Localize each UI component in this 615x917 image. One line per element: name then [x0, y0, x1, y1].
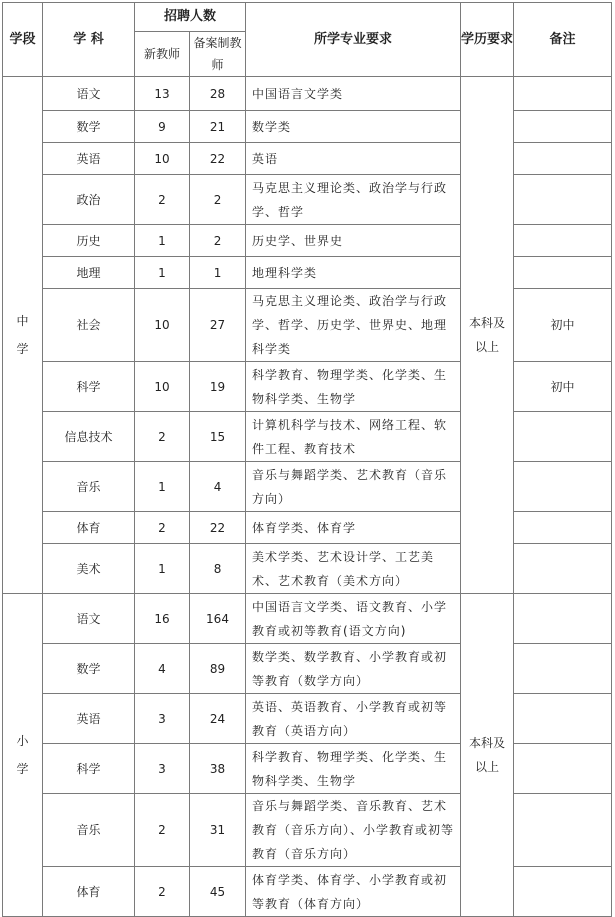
filed-teacher-count: 1 [190, 257, 246, 289]
subject-cell: 语文 [43, 594, 135, 644]
new-teacher-count: 2 [135, 867, 190, 917]
subject-cell: 音乐 [43, 794, 135, 867]
middle-row [3, 257, 612, 289]
subject-cell: 英语 [43, 694, 135, 744]
major-requirement: 美术学类、艺术设计学、工艺美术、艺术教育（美术方向） [246, 544, 461, 594]
subject-cell: 体育 [43, 867, 135, 917]
filed-teacher-count: 89 [190, 644, 246, 694]
filed-teacher-count: 45 [190, 867, 246, 917]
new-teacher-count: 10 [135, 362, 190, 412]
subject-cell: 历史 [43, 225, 135, 257]
header-education: 学历要求 [461, 3, 514, 77]
recruitment-table [2, 2, 612, 917]
filed-teacher-count: 15 [190, 412, 246, 462]
filed-teacher-count: 22 [190, 512, 246, 544]
major-requirement: 中国语言文学类、语文教育、小学教育或初等教育(语文方向) [246, 594, 461, 644]
new-teacher-count: 16 [135, 594, 190, 644]
new-teacher-count: 4 [135, 644, 190, 694]
new-teacher-count: 3 [135, 744, 190, 794]
subject-cell: 数学 [43, 111, 135, 143]
subject-cell: 地理 [43, 257, 135, 289]
middle-education-cell: 本科及 以上 [461, 77, 514, 594]
major-requirement: 音乐与舞蹈学类、艺术教育（音乐方向） [246, 462, 461, 512]
filed-teacher-count: 31 [190, 794, 246, 867]
middle-stage-cell: 中 学 [3, 77, 43, 594]
filed-teacher-count: 4 [190, 462, 246, 512]
header-recruit-count: 招聘人数 [135, 3, 246, 32]
note-cell [514, 462, 612, 512]
major-requirement: 数学类 [246, 111, 461, 143]
new-teacher-count: 13 [135, 77, 190, 111]
filed-teacher-count: 19 [190, 362, 246, 412]
note-cell [514, 867, 612, 917]
major-requirement: 中国语言文学类 [246, 77, 461, 111]
primary-row [3, 644, 612, 694]
major-requirement: 体育学类、体育学、小学教育或初等教育（体育方向） [246, 867, 461, 917]
primary-stage-cell: 小 学 [3, 594, 43, 917]
subject-cell: 政治 [43, 175, 135, 225]
subject-cell: 社会 [43, 289, 135, 362]
major-requirement: 马克思主义理论类、政治学与行政学、哲学 [246, 175, 461, 225]
subject-cell: 数学 [43, 644, 135, 694]
note-cell [514, 512, 612, 544]
middle-row [3, 111, 612, 143]
major-requirement: 科学教育、物理学类、化学类、生物科学类、生物学 [246, 362, 461, 412]
new-teacher-count: 1 [135, 462, 190, 512]
note-cell [514, 175, 612, 225]
major-requirement: 历史学、世界史 [246, 225, 461, 257]
middle-row [3, 512, 612, 544]
note-cell [514, 412, 612, 462]
header-new-teacher: 新教师 [135, 32, 190, 77]
primary-row [3, 867, 612, 917]
note-cell [514, 744, 612, 794]
new-teacher-count: 10 [135, 143, 190, 175]
middle-row [3, 289, 612, 362]
major-requirement: 音乐与舞蹈学类、音乐教育、艺术教育（音乐方向）、小学教育或初等教育（音乐方向） [246, 794, 461, 867]
major-requirement: 地理科学类 [246, 257, 461, 289]
note-cell [514, 644, 612, 694]
new-teacher-count: 10 [135, 289, 190, 362]
major-requirement: 科学教育、物理学类、化学类、生物科学类、生物学 [246, 744, 461, 794]
note-cell [514, 111, 612, 143]
header-filed-teacher: 备案制教师 [190, 32, 246, 77]
filed-teacher-count: 164 [190, 594, 246, 644]
major-requirement: 计算机科学与技术、网络工程、软件工程、教育技术 [246, 412, 461, 462]
note-cell [514, 77, 612, 111]
subject-cell: 美术 [43, 544, 135, 594]
primary-row [3, 594, 612, 644]
middle-row [3, 77, 612, 111]
new-teacher-count: 1 [135, 257, 190, 289]
note-cell [514, 544, 612, 594]
major-requirement: 体育学类、体育学 [246, 512, 461, 544]
filed-teacher-count: 8 [190, 544, 246, 594]
primary-row [3, 744, 612, 794]
major-requirement: 马克思主义理论类、政治学与行政学、哲学、历史学、世界史、地理科学类 [246, 289, 461, 362]
header-note: 备注 [514, 3, 612, 77]
filed-teacher-count: 2 [190, 225, 246, 257]
note-cell: 初中 [514, 362, 612, 412]
major-requirement: 英语 [246, 143, 461, 175]
header-major: 所学专业要求 [246, 3, 461, 77]
primary-row [3, 794, 612, 867]
note-cell [514, 143, 612, 175]
new-teacher-count: 1 [135, 225, 190, 257]
note-cell: 初中 [514, 289, 612, 362]
middle-row [3, 143, 612, 175]
new-teacher-count: 2 [135, 412, 190, 462]
middle-row [3, 362, 612, 412]
filed-teacher-count: 27 [190, 289, 246, 362]
header-subject: 学 科 [43, 3, 135, 77]
note-cell [514, 594, 612, 644]
subject-cell: 科学 [43, 362, 135, 412]
subject-cell: 信息技术 [43, 412, 135, 462]
major-requirement: 数学类、数学教育、小学教育或初等教育（数学方向） [246, 644, 461, 694]
major-requirement: 英语、英语教育、小学教育或初等教育（英语方向） [246, 694, 461, 744]
subject-cell: 英语 [43, 143, 135, 175]
filed-teacher-count: 24 [190, 694, 246, 744]
middle-row [3, 412, 612, 462]
subject-cell: 科学 [43, 744, 135, 794]
note-cell [514, 257, 612, 289]
new-teacher-count: 2 [135, 794, 190, 867]
note-cell [514, 794, 612, 867]
filed-teacher-count: 21 [190, 111, 246, 143]
note-cell [514, 225, 612, 257]
note-cell [514, 694, 612, 744]
new-teacher-count: 3 [135, 694, 190, 744]
filed-teacher-count: 2 [190, 175, 246, 225]
new-teacher-count: 1 [135, 544, 190, 594]
new-teacher-count: 2 [135, 175, 190, 225]
primary-row [3, 694, 612, 744]
middle-row [3, 175, 612, 225]
header-stage: 学段 [3, 3, 43, 77]
subject-cell: 音乐 [43, 462, 135, 512]
subject-cell: 体育 [43, 512, 135, 544]
filed-teacher-count: 22 [190, 143, 246, 175]
middle-row [3, 544, 612, 594]
filed-teacher-count: 38 [190, 744, 246, 794]
middle-row [3, 225, 612, 257]
filed-teacher-count: 28 [190, 77, 246, 111]
subject-cell: 语文 [43, 77, 135, 111]
new-teacher-count: 9 [135, 111, 190, 143]
new-teacher-count: 2 [135, 512, 190, 544]
middle-row [3, 462, 612, 512]
primary-education-cell: 本科及 以上 [461, 594, 514, 917]
